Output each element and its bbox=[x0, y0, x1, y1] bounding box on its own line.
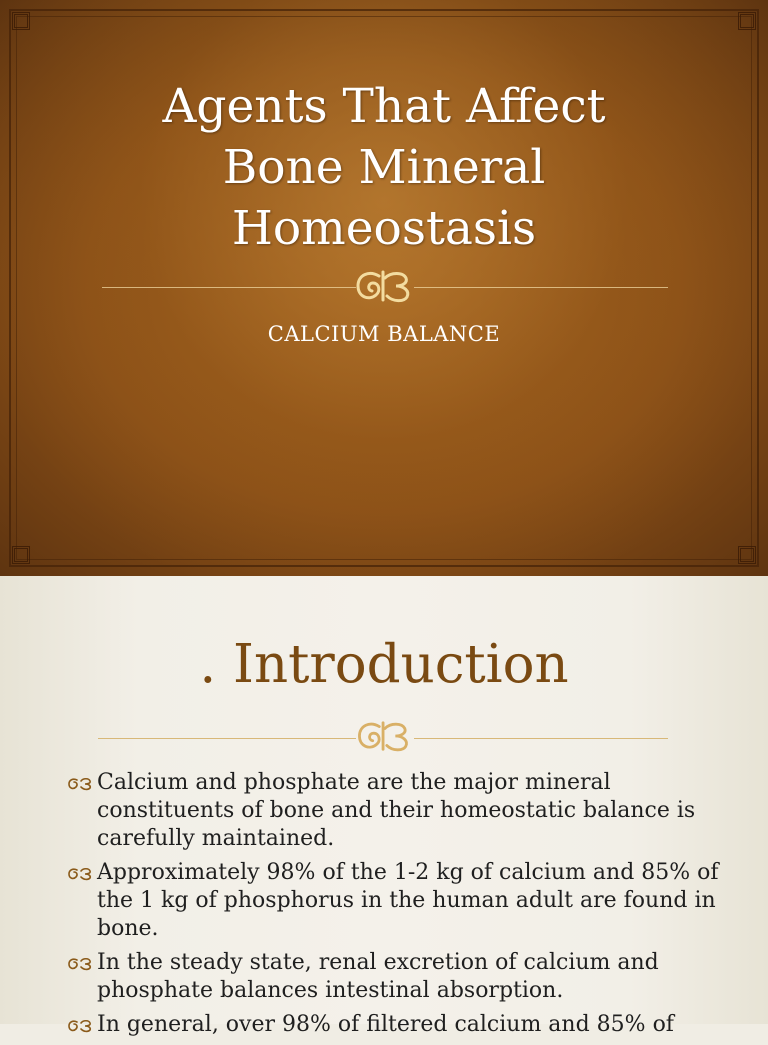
bullet-text: Approximately 98% of the 1-2 kg of calcium and 85% of the 1 kg of phosphorus in the human adult are found in bone. bbox=[97, 860, 719, 941]
frame-corner-ornament bbox=[738, 12, 756, 30]
slide-title-line: Homeostasis bbox=[231, 201, 537, 256]
slide-subtitle: CALCIUM BALANCE bbox=[267, 322, 501, 346]
bullet-item bbox=[68, 1011, 728, 1039]
bullet-text: In the steady state, renal excretion of calcium and phosphate balances intestinal absorption. bbox=[97, 950, 659, 1003]
ornamental-flourish-icon bbox=[356, 719, 412, 753]
ornamental-flourish-icon bbox=[355, 268, 413, 304]
bullet-flourish-icon bbox=[68, 867, 92, 881]
bullet-text: Calcium and phosphate are the major mineral constituents of bone and their homeostatic balance is carefully maintained. bbox=[97, 770, 696, 851]
frame-corner-ornament bbox=[738, 546, 756, 564]
bullet-text: In general, over 98% of filtered calcium and 85% of bbox=[97, 1012, 674, 1037]
bullet-list bbox=[68, 769, 728, 1045]
frame-corner-ornament bbox=[12, 546, 30, 564]
content-slide bbox=[0, 576, 768, 1037]
bullet-item bbox=[68, 769, 728, 853]
title-divider-left bbox=[98, 738, 356, 739]
title-divider-left bbox=[102, 287, 356, 288]
bullet-item bbox=[68, 949, 728, 1005]
bullet-item bbox=[68, 859, 728, 943]
frame-corner-ornament bbox=[12, 12, 30, 30]
bullet-flourish-icon bbox=[68, 957, 92, 971]
slide-title bbox=[60, 76, 708, 259]
bullet-flourish-icon bbox=[68, 1019, 92, 1033]
slide-title-line: Agents That Affect bbox=[162, 79, 606, 134]
title-divider-right bbox=[414, 738, 668, 739]
title-divider-right bbox=[414, 287, 668, 288]
slide-title-line: Bone Mineral bbox=[222, 140, 546, 195]
slide-title: . Introduction bbox=[199, 634, 569, 695]
bullet-flourish-icon bbox=[68, 777, 92, 791]
